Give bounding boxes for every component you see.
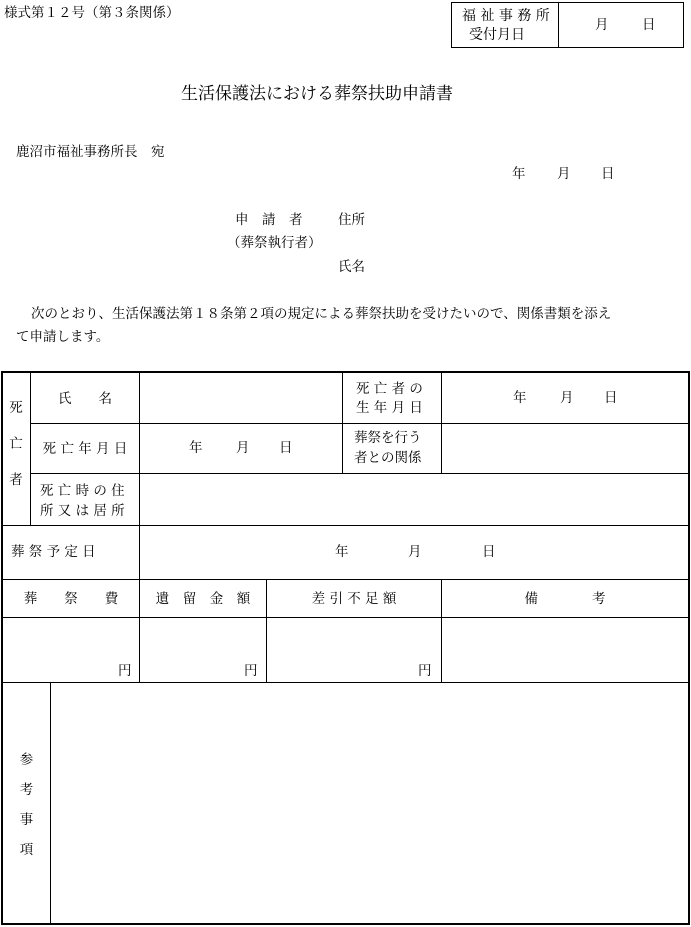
birth-day-label: 日 [604, 390, 618, 406]
funeral-cost-yen: 円 [118, 663, 132, 679]
receipt-label-date: 受付月日 [469, 27, 525, 43]
deceased-name-field[interactable] [140, 374, 342, 423]
receipt-day-label: 日 [642, 17, 656, 33]
remarks-field[interactable] [442, 618, 688, 682]
receipt-date-box [451, 2, 684, 48]
application-month-label: 月 [557, 166, 571, 182]
applicant-address-label: 住所 [338, 212, 365, 228]
death-month-label: 月 [236, 440, 250, 456]
death-address-label-line2: 所 又 は 居 所 [40, 503, 125, 519]
body-text-line2: て申請します。 [16, 329, 110, 345]
remaining-money-label: 遺 留 金 額 [155, 590, 251, 607]
birth-month-label: 月 [560, 390, 574, 406]
application-year-label: 年 [512, 166, 526, 182]
deceased-section-label: 死 亡 者 [9, 400, 23, 488]
funeral-month-label: 月 [408, 544, 422, 560]
shortfall-yen: 円 [418, 663, 432, 679]
shortfall-label: 差 引 不 足 額 [311, 590, 397, 607]
receipt-label-office: 福 祉 事 務 所 [462, 8, 550, 24]
funeral-day-label: 日 [482, 544, 496, 560]
funeral-cost-label: 葬 祭 費 [23, 590, 119, 607]
death-address-label-line1: 死 亡 時 の 住 [40, 483, 125, 499]
notes-field[interactable] [51, 683, 688, 923]
relation-label-line1: 葬祭を行う [354, 430, 422, 446]
receipt-month-label: 月 [595, 17, 609, 33]
death-year-label: 年 [189, 440, 203, 456]
funeral-cost-field[interactable] [3, 618, 139, 682]
applicant-sub-label: （葬祭執行者） [227, 235, 322, 251]
death-address-field[interactable] [140, 474, 688, 525]
applicant-name-label: 氏名 [338, 259, 365, 275]
body-text-line1: 次のとおり、生活保護法第１８条第２項の規定による葬祭扶助を受けたいので、関係書類を添え [31, 306, 612, 322]
deceased-name-label: 氏 名 [58, 390, 112, 407]
relation-label-line2: 者との関係 [354, 450, 422, 466]
death-date-field[interactable] [140, 424, 342, 473]
remaining-money-field[interactable] [140, 618, 266, 682]
death-date-label: 死 亡 年 月 日 [42, 440, 128, 457]
application-day-label: 日 [601, 166, 615, 182]
page-title: 生活保護法における葬祭扶助申請書 [181, 84, 453, 104]
shortfall-field[interactable] [267, 618, 441, 682]
notes-section-label: 参 考 事 項 [19, 752, 34, 858]
deceased-birthdate-field[interactable] [442, 374, 688, 423]
relation-field[interactable] [442, 424, 688, 473]
remaining-money-yen: 円 [244, 663, 258, 679]
birth-label-line2: 生 年 月 日 [356, 400, 423, 416]
death-day-label: 日 [279, 440, 293, 456]
addressee: 鹿沼市福祉事務所長 宛 [16, 144, 165, 160]
birth-label-line1: 死 亡 者 の [356, 381, 423, 397]
funeral-year-label: 年 [335, 544, 349, 560]
applicant-label: 申 請 者 [235, 212, 303, 228]
birth-year-label: 年 [513, 390, 527, 406]
form-number-label: 様式第１２号（第３条関係） [4, 5, 180, 21]
remarks-label: 備 考 [524, 590, 606, 607]
funeral-date-field[interactable] [140, 526, 688, 579]
funeral-date-label: 葬 祭 予 定 日 [11, 544, 96, 560]
